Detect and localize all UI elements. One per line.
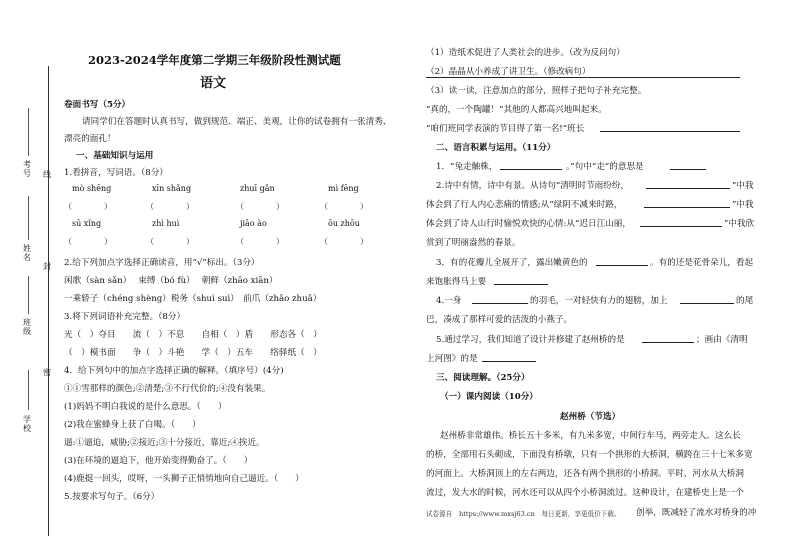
- name-field[interactable]: [28, 196, 29, 240]
- question-4-line-5: (3)在环境的逼迫下，他开始变得勤奋了。（ ）: [64, 456, 253, 466]
- page-title: 2023-2024学年度第二学期三年级阶段性测试题: [88, 53, 341, 67]
- pinyin-1: mò shēng: [72, 184, 112, 193]
- q2-2-a: 2.诗中有情，诗中有景。从诗句“清明时节雨纷纷，: [436, 181, 630, 191]
- answer-line[interactable]: [472, 294, 528, 304]
- question-4-line-2: (1)妈妈不明白我说的是什么意思。（ ）: [64, 402, 227, 412]
- answer-box[interactable]: （ ）: [146, 237, 194, 246]
- seal-mark-mi: 密: [43, 368, 51, 377]
- q2-5-c: 上河图》的是: [426, 354, 478, 364]
- answer-line[interactable]: [680, 294, 734, 304]
- passage-line-1: 赵州桥非常雄伟。桥长五十多米，有九米多宽，中间行车马，两旁走人。这么长: [440, 431, 741, 441]
- question-4: 4．给下列句中的加点字选择正确的解释。（填序号）(4分): [64, 366, 284, 376]
- pinyin-2: xīn shǎng: [152, 184, 192, 193]
- question-2: 2.给下列加点字选择正确读音，用“√”标出。（3分）: [64, 258, 260, 268]
- footer-source: 试卷源自 https://www.mxsj63.cn 每日更新，享更低价下载。: [426, 510, 621, 518]
- answer-box[interactable]: （ ）: [320, 237, 368, 246]
- question-1: 1.看拼音，写词语。（8分）: [64, 168, 168, 178]
- handwriting-heading: 卷面书写（5分）: [64, 100, 131, 110]
- question-4-line-3: (2)我在蜜蜂身上获了白喝。（ ）: [64, 420, 201, 430]
- q2-4-a: 4.一身: [436, 296, 462, 306]
- answer-line[interactable]: [670, 160, 706, 170]
- passage-line-2: 的桥，全部用石头砌成，下面没有桥墩，只有一个拱形的大桥洞，横跨在三十七米多宽: [426, 450, 753, 460]
- question-3: 3.将下列词语补充完整。（8分）: [64, 312, 186, 322]
- question-5: 5.按要求写句子。（6分）: [64, 492, 160, 502]
- answer-box[interactable]: （ ）: [146, 202, 194, 211]
- handwriting-text-2: 漂亮的面孔！: [64, 134, 116, 144]
- right-q5-prompt: “咱们班同学表演的节目得了第一名!”班长: [426, 124, 585, 134]
- answer-line[interactable]: [640, 217, 722, 227]
- q2-1-end: 。”句中“走”的意思是: [566, 162, 644, 172]
- section-2-heading: 二、语言积累与运用。（11分）: [436, 143, 556, 153]
- q2-5-a: 5.通过学习，我们知道了设计并修建了赵州桥的是: [436, 335, 625, 345]
- answer-line[interactable]: [596, 256, 648, 266]
- right-q5-example: “真的，一个陶罐！”其他的人都高兴地叫起来。: [426, 105, 607, 115]
- q2-4-b: 的羽毛，一对轻快有力的翅膀，加上: [530, 296, 668, 306]
- q2-4-d: 巴，凑成了那样可爱的活泼的小燕子。: [426, 315, 573, 325]
- pinyin-8: ōu zhōu: [328, 219, 360, 228]
- answer-line[interactable]: [644, 198, 730, 208]
- answer-box[interactable]: （ ）: [64, 202, 112, 211]
- school-label: 学校: [23, 415, 31, 433]
- q2-2-f: ”中我欣: [724, 219, 755, 229]
- subject-title: 语文: [200, 76, 227, 91]
- question-2-line-1: 闲歌（sàn sǎn） 束缚（bó fù） 朝鲜（zhāo xiān）: [64, 276, 278, 286]
- section-3-sub: （一）课内阅读（10分）: [440, 392, 538, 402]
- q2-2-d: ”中我: [732, 200, 754, 210]
- right-q5-3: （3）读一读，注意加点的部分，照样子把句子补充完整。: [426, 86, 647, 96]
- pinyin-3: zhuī gǎn: [240, 184, 275, 193]
- q2-2-b: ”中我: [732, 181, 754, 191]
- answer-line[interactable]: [600, 122, 740, 132]
- school-field[interactable]: [28, 370, 29, 410]
- name-label: 姓名: [23, 244, 31, 262]
- q2-2-e: 体会到了诗人山行时愉悦欢快的心情:从“迟日江山丽，: [426, 219, 631, 229]
- class-label: 班级: [23, 318, 31, 336]
- answer-line[interactable]: [642, 333, 694, 343]
- passage-line-4: 流过，发大水的时候，河水还可以从四个小桥洞流过。这种设计，在建桥史上是一个: [426, 488, 744, 498]
- class-field[interactable]: [28, 276, 29, 314]
- answer-box[interactable]: （ ）: [64, 237, 112, 246]
- answer-line[interactable]: [646, 179, 730, 189]
- question-4-line-6: (4)鹿挺一回头，哎呀，一头狮子正悄悄地向自己逼近。（ ）: [64, 474, 304, 484]
- pinyin-7: jiāo ào: [240, 219, 267, 228]
- question-4-line-4: 逼:①逼迫，威胁;②接近;③十分接近，靠近;④挨近。: [64, 438, 265, 448]
- answer-box[interactable]: （ ）: [236, 202, 284, 211]
- section-3-heading: 三、阅读理解。（25分）: [436, 373, 530, 383]
- q2-3-c: 来饱胀得马上要: [426, 277, 487, 287]
- q2-3-a: 3．有的花瓣儿全展开了，露出嫩黄色的: [436, 258, 588, 268]
- q2-2-g: 赏到了明丽盎然的春景。: [426, 238, 521, 248]
- right-q5-2: （2）晶晶从小养成了讲卫生。（修改病句）: [426, 67, 591, 77]
- question-4-line-1: ①①雪那样的颜色;②清楚;③不行代价的;④没有装果。: [64, 384, 271, 394]
- question-3-line-1: 光（ ）夺目 流（ ）不息 自相（ ）盾 形态各（ ）: [64, 330, 322, 340]
- pinyin-6: zhì huì: [152, 219, 180, 228]
- binding-line: [48, 66, 49, 536]
- q2-5-b: ；画由《清明: [696, 335, 748, 345]
- right-q5-1: （1）造纸术促进了人类社会的进步。（改为反问句）: [426, 48, 625, 58]
- passage-line-5: 创举，既减轻了流水对桥身的冲: [636, 508, 757, 518]
- answer-line[interactable]: [494, 275, 548, 285]
- seal-mark-feng: 封: [43, 262, 51, 271]
- pinyin-5: sū xǐng: [72, 219, 102, 228]
- q2-1-start: 1．“兔走触株，: [436, 162, 498, 172]
- pinyin-4: mì fēng: [328, 184, 359, 193]
- answer-box[interactable]: （ ）: [236, 237, 284, 246]
- q2-4-c: 的尾: [736, 296, 754, 306]
- seal-mark-xian: 线: [43, 170, 51, 179]
- passage-title: 赵州桥（节选）: [560, 412, 621, 422]
- section-1-heading: 一、基础知识与运用: [76, 151, 154, 161]
- handwriting-text-1: 请同学们在答题时认真书写，做到规范、端正、美观，让你的试卷拥有一张清秀、: [82, 117, 392, 127]
- answer-box[interactable]: （ ）: [320, 202, 368, 211]
- question-2-line-2: 一乘轿子（chéng shèng）税务（shuì suì） 前爪（zhǎo zhuǎ）: [64, 294, 322, 304]
- answer-line[interactable]: [482, 352, 536, 362]
- exam-number-label: 考号: [23, 160, 31, 178]
- question-3-line-2: （ ）模书面 争（ ）斗艳 学（ ）五车 络驿纸（ ）: [64, 348, 322, 358]
- exam-number-field[interactable]: [28, 108, 29, 156]
- answer-line[interactable]: [500, 160, 562, 170]
- q2-3-b: 。有的还是花骨朵儿，看起: [650, 258, 754, 268]
- q2-2-c: 体会到了行人内心悲痛的情感;从“绿阴不减来时路，: [426, 200, 623, 210]
- binding-margin: [8, 0, 56, 560]
- passage-line-3: 的河面上。大桥洞顶上的左右两边，还各有两个拱形的小桥洞。平时，河水从大桥洞: [426, 469, 744, 479]
